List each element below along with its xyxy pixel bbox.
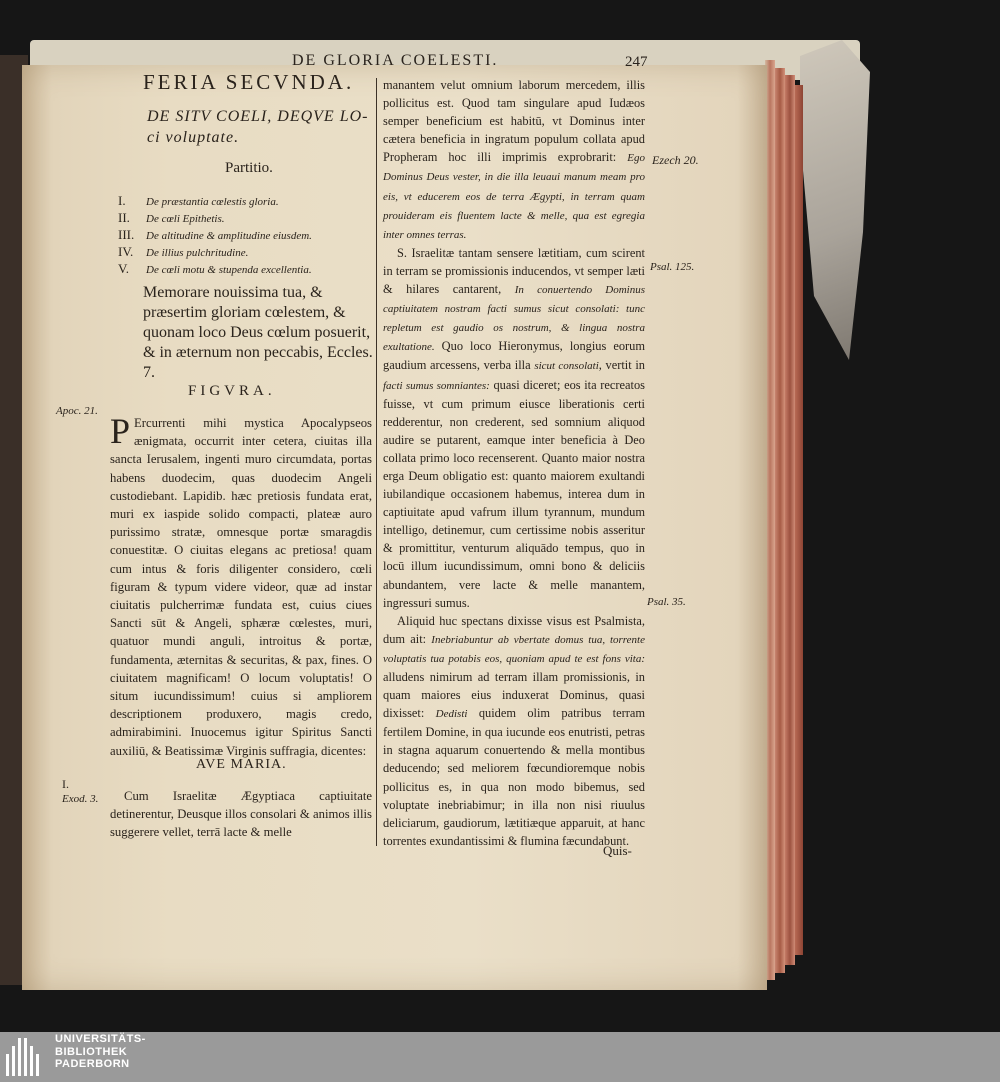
body-text: alludens nimirum ad terram illam promissionis, in quam maiores eius induxerat Dominus, quasi dixisset: (383, 670, 645, 721)
page-edge (795, 85, 803, 955)
partitio-num: II. (118, 210, 130, 225)
margin-note: Ezech 20. (652, 153, 699, 167)
library-footer (0, 1032, 1000, 1082)
left-column-text-2: Cum Israelitæ Ægyptiaca captiuitate detinerentur, Deusque illos consolari & animos illis suggerere vellet, terrā lacte & melle (110, 789, 372, 840)
torn-cover-fragment (800, 40, 870, 360)
page-edge (785, 75, 795, 965)
margin-note: Exod. 3. (62, 793, 99, 805)
margin-note: I. (62, 777, 69, 791)
column-rule (376, 78, 377, 846)
library-name (55, 1033, 146, 1071)
partitio-num: IV. (118, 244, 134, 259)
library-name-line: UNIVERSITÄTS- (55, 1033, 146, 1045)
catchword: Quis- (603, 843, 632, 858)
body-text: manantem velut omnium laborum mercedem, illis pollicitus est. Quod tam singulare apud Iudæos semper beneficium est habitū, vt Dominus inter cætera beneficia in ingratum populum collata apud Propheram hoc illi imprimis exprobrarit: (383, 78, 645, 165)
quote-text: Ego Dominus Deus vester, in die illa leuaui manum meam pro eis, vt educerem eos de terra Ægypti, in terram quam prouideram eis fluentem lacte & melle, qua est egregia inter omnes terras. (383, 152, 645, 241)
partitio-heading: Partitio. (225, 160, 273, 176)
subtitle-line: DE SITV COELI, DEQVE LO- (147, 108, 369, 125)
partitio-item (118, 210, 312, 227)
drop-cap: P (110, 411, 131, 451)
partitio-item (118, 227, 312, 244)
ave-maria-heading: AVE MARIA. (196, 757, 287, 772)
body-text: quidem olim patribus terram fertilem Domine, in qua iucunde eos enutristi, petras in stagna aquarum conuertendo & mella montibus deducendo; sed meliorem fœcundioremque nobis pollicitus es, in qua non modo bibemus, sed voluptate inebriabimur; in illa non nisi riuulus deliciarum, gaudiorum, lætitiæque apparuit, at hanc torrentes exundantissimi & flumina fæcundabunt. (383, 706, 645, 848)
partitio-text: De cœli motu & stupenda excellentia. (146, 264, 312, 276)
page-edge (775, 68, 785, 973)
margin-note: Apoc. 21. (56, 405, 98, 417)
page-number: 247 (625, 54, 648, 70)
partitio-item (118, 193, 312, 210)
partitio-num: I. (118, 193, 126, 208)
body-text: , vertit in (598, 358, 645, 373)
quote-text: facti sumus somniantes: (383, 379, 490, 392)
epigraph: Memorare nouissima tua, & præsertim gloriam cœlestem, & quonam loco Deus cœlum posuerit, & in æternum non peccabis, Eccles. 7. (143, 284, 373, 381)
quote-text: sicut consolati (534, 360, 599, 373)
partitio-text: De altitudine & amplitudine eiusdem. (146, 230, 312, 242)
quote-text: In conuertendo Dominus captiuitatem nostram facti sumus sicut consolati: tunc repletum est gaudio os nostrum, & lingua nostra exultatione. (383, 284, 645, 354)
left-column-text (110, 411, 372, 760)
body-text: S. Israelitæ tantam sensere lætitiam, cum scirent in terram se promissionis inducendos, vt semper læti & hilares cantarent, (383, 245, 645, 297)
body-text: Quo loco Hieronymus, longius eorum gaudium arcessens, verba illa (383, 339, 645, 373)
library-name-line: PADERBORN (55, 1058, 130, 1070)
figura-heading: FIGVRA. (188, 383, 276, 399)
partitio-list (118, 193, 312, 278)
body-text: quasi diceret; eos ita recreatos fuisse, vt cum primum eiusce liberationis certi redderentur, non crederent, sed somnium aliquod audire se putarent, eamque inter beneficia à Deo collata primo loco recenserent. Quanto maior nostra erga Deum obligatio est: quanto maiorem exultandi iubilandique occasionem habemus, interea dum in captiuitate apud vafrum illum tyrannum, mundum intelligo, detinemur, cum certissime nobis asseritur & promittitur, venturum aliquādo tempus, quo in locū illum iucundissimum, omni bono & deliciis abundantem, vere lacte & melle manantem, ingressuri sumus. (383, 377, 645, 610)
partitio-item (118, 261, 312, 278)
quote-text: Dedisti (435, 708, 468, 721)
quote-text: Inebriabuntur ab vbertate domus tua, torrente voluptatis tua potabis eos, quoniam apud te est fons vita: (383, 633, 645, 665)
section-subtitle (147, 106, 377, 148)
subtitle-line: ci voluptate. (147, 129, 240, 146)
library-logo-icon (0, 1034, 48, 1080)
body-text: Aliquid huc spectans dixisse visus est Psalmista, dum ait: (383, 613, 645, 646)
library-name-line: BIBLIOTHEK (55, 1045, 128, 1058)
partitio-num: V. (118, 261, 129, 276)
partitio-num: III. (118, 227, 135, 242)
partitio-item (118, 244, 312, 261)
section-title: FERIA SECVNDA. (143, 70, 355, 94)
running-head: DE GLORIA COELESTI. (292, 52, 499, 69)
body-text: Ercurrenti mihi mystica Apocalypseos ænigmata, occurrit inter cetera, ciuitas illa sancta Ierusalem, ingenti muro circumdata, portas habens duodecim, quas duodecim Angeli custodiebant. Lapidib. hæc pretiosis fundata erat, muri ex iaspide solido compacti, plateæ auro purissimo stratæ, omnesque portæ smaragdis conuestitæ. O ciuitas elegans ac pretiosa! quam cum intus & foris diligenter considero, cœli figuram & typum videre videor, quæ ad instar ciuitatis pulcherrimæ fundata est, cuius ciues Sancti sūt & Angeli, sphæræ cœlestes, muri, quatuor mundi anguli, introitus & portæ, fundamenta, æternitas & securitas, & pax, fines. O ciuitatem magnificam! O locum voluptatis! O situm iucundissimum! cuius si ampliorem descriptionem produxero, magis credo, admirabimini. Inuocemus igitur Spiritus Sancti auxiliū, & Beatissimæ Virginis suffragia, dicentes: (110, 416, 372, 758)
partitio-text: De illius pulchritudine. (146, 247, 249, 259)
partitio-text: De præstantia cœlestis gloria. (146, 196, 279, 208)
margin-note: Psal. 35. (647, 596, 686, 608)
right-column-text (383, 76, 645, 850)
partitio-text: De cœli Epithetis. (146, 213, 225, 225)
margin-note: Psal. 125. (650, 261, 695, 273)
